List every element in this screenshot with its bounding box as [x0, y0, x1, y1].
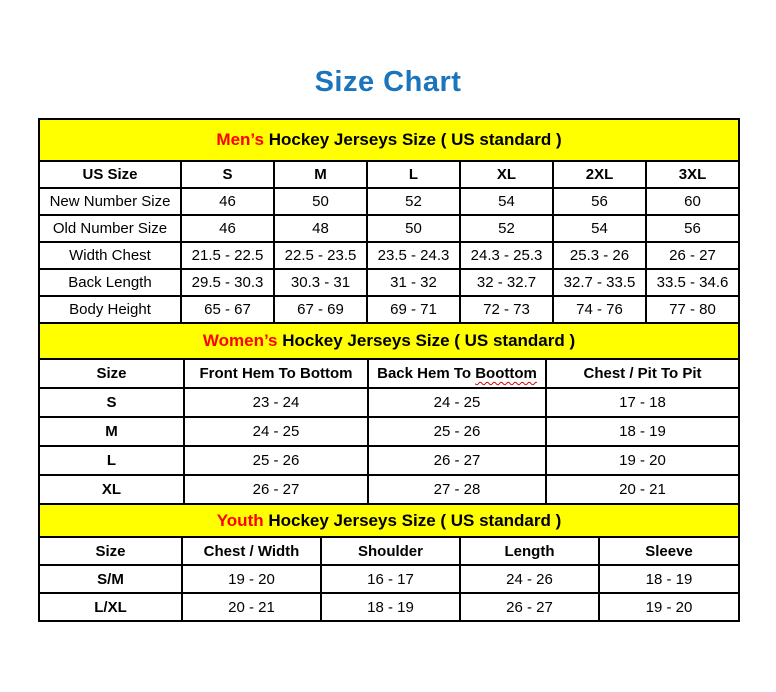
- womens-col-header: Size: [39, 359, 184, 388]
- data-cell: 32 - 32.7: [460, 269, 553, 296]
- mens-title-rest: Hockey Jerseys Size ( US standard ): [268, 130, 562, 149]
- data-cell: 26 - 27: [646, 242, 739, 269]
- youth-size-table: [38, 503, 740, 622]
- row-label: M: [39, 417, 184, 446]
- womens-title-rest: Hockey Jerseys Size ( US standard ): [282, 331, 576, 350]
- table-row: [39, 417, 739, 446]
- data-cell: 20 - 21: [546, 475, 739, 504]
- data-cell: 25 - 26: [368, 417, 546, 446]
- data-cell: 19 - 20: [182, 565, 321, 593]
- data-cell: 46: [181, 215, 274, 242]
- data-cell: 23.5 - 24.3: [367, 242, 460, 269]
- data-cell: 72 - 73: [460, 296, 553, 323]
- data-cell: 25 - 26: [184, 446, 368, 475]
- mens-col-header: 3XL: [646, 161, 739, 188]
- womens-band-row: [39, 323, 739, 359]
- data-cell: 31 - 32: [367, 269, 460, 296]
- row-label: New Number Size: [39, 188, 181, 215]
- womens-size-table: [38, 322, 740, 505]
- data-cell: 50: [367, 215, 460, 242]
- data-cell: 18 - 19: [321, 593, 460, 621]
- data-cell: 27 - 28: [368, 475, 546, 504]
- data-cell: 33.5 - 34.6: [646, 269, 739, 296]
- youth-col-header: Length: [460, 537, 599, 565]
- row-label: Back Length: [39, 269, 181, 296]
- row-label: L/XL: [39, 593, 182, 621]
- page-title: Size Chart: [314, 66, 462, 98]
- data-cell: 26 - 27: [184, 475, 368, 504]
- data-cell: 52: [460, 215, 553, 242]
- data-cell: 46: [181, 188, 274, 215]
- mens-table-title: [39, 119, 739, 161]
- data-cell: 24.3 - 25.3: [460, 242, 553, 269]
- mens-band-row: [39, 119, 739, 161]
- data-cell: 56: [646, 215, 739, 242]
- mens-col-header: XL: [460, 161, 553, 188]
- data-cell: 77 - 80: [646, 296, 739, 323]
- mens-col-header: S: [181, 161, 274, 188]
- data-cell: 60: [646, 188, 739, 215]
- data-cell: 26 - 27: [460, 593, 599, 621]
- data-cell: 20 - 21: [182, 593, 321, 621]
- womens-col-header: Front Hem To Bottom: [184, 359, 368, 388]
- mens-size-table: [38, 118, 740, 324]
- data-cell: 25.3 - 26: [553, 242, 646, 269]
- womens-col-header: Chest / Pit To Pit: [546, 359, 739, 388]
- mens-col-header: L: [367, 161, 460, 188]
- data-cell: 24 - 25: [368, 388, 546, 417]
- back-hem-misspelled-word: Boottom: [475, 365, 537, 382]
- youth-col-header: Shoulder: [321, 537, 460, 565]
- row-label: Width Chest: [39, 242, 181, 269]
- data-cell: 18 - 19: [546, 417, 739, 446]
- data-cell: 69 - 71: [367, 296, 460, 323]
- table-row: [39, 593, 739, 621]
- mens-header-row: [39, 161, 739, 188]
- youth-highlight: Youth: [216, 510, 264, 530]
- mens-col-header: 2XL: [553, 161, 646, 188]
- table-row: [39, 269, 739, 296]
- data-cell: 17 - 18: [546, 388, 739, 417]
- table-row: [39, 215, 739, 242]
- data-cell: 29.5 - 30.3: [181, 269, 274, 296]
- row-label: L: [39, 446, 184, 475]
- womens-table-title: [39, 323, 739, 359]
- table-row: [39, 475, 739, 504]
- size-chart-tables: [38, 118, 738, 622]
- data-cell: 21.5 - 22.5: [181, 242, 274, 269]
- table-row: [39, 388, 739, 417]
- table-row: [39, 565, 739, 593]
- data-cell: 22.5 - 23.5: [274, 242, 367, 269]
- data-cell: 19 - 20: [546, 446, 739, 475]
- row-label: Body Height: [39, 296, 181, 323]
- table-row: [39, 296, 739, 323]
- data-cell: 48: [274, 215, 367, 242]
- womens-highlight: Women’s: [202, 331, 278, 350]
- data-cell: 19 - 20: [599, 593, 739, 621]
- data-cell: 56: [553, 188, 646, 215]
- data-cell: 24 - 26: [460, 565, 599, 593]
- data-cell: 26 - 27: [368, 446, 546, 475]
- youth-title-rest: Hockey Jerseys Size ( US standard ): [268, 510, 562, 530]
- data-cell: 24 - 25: [184, 417, 368, 446]
- womens-header-row: [39, 359, 739, 388]
- row-label: XL: [39, 475, 184, 504]
- data-cell: 32.7 - 33.5: [553, 269, 646, 296]
- row-label: S/M: [39, 565, 182, 593]
- table-row: [39, 188, 739, 215]
- data-cell: 30.3 - 31: [274, 269, 367, 296]
- womens-col-header-back-hem: [368, 359, 546, 388]
- table-row: [39, 446, 739, 475]
- mens-col-header: M: [274, 161, 367, 188]
- data-cell: 23 - 24: [184, 388, 368, 417]
- youth-col-header: Sleeve: [599, 537, 739, 565]
- data-cell: 52: [367, 188, 460, 215]
- mens-col-header: US Size: [39, 161, 181, 188]
- youth-header-row: [39, 537, 739, 565]
- data-cell: 18 - 19: [599, 565, 739, 593]
- data-cell: 50: [274, 188, 367, 215]
- data-cell: 65 - 67: [181, 296, 274, 323]
- row-label: S: [39, 388, 184, 417]
- data-cell: 54: [460, 188, 553, 215]
- youth-col-header: Chest / Width: [182, 537, 321, 565]
- data-cell: 74 - 76: [553, 296, 646, 323]
- data-cell: 67 - 69: [274, 296, 367, 323]
- data-cell: 16 - 17: [321, 565, 460, 593]
- youth-table-title: [39, 504, 739, 537]
- row-label: Old Number Size: [39, 215, 181, 242]
- back-hem-prefix: Back Hem To: [377, 365, 472, 382]
- mens-highlight: Men’s: [216, 130, 264, 149]
- data-cell: 54: [553, 215, 646, 242]
- youth-col-header: Size: [39, 537, 182, 565]
- youth-band-row: [39, 504, 739, 537]
- table-row: [39, 242, 739, 269]
